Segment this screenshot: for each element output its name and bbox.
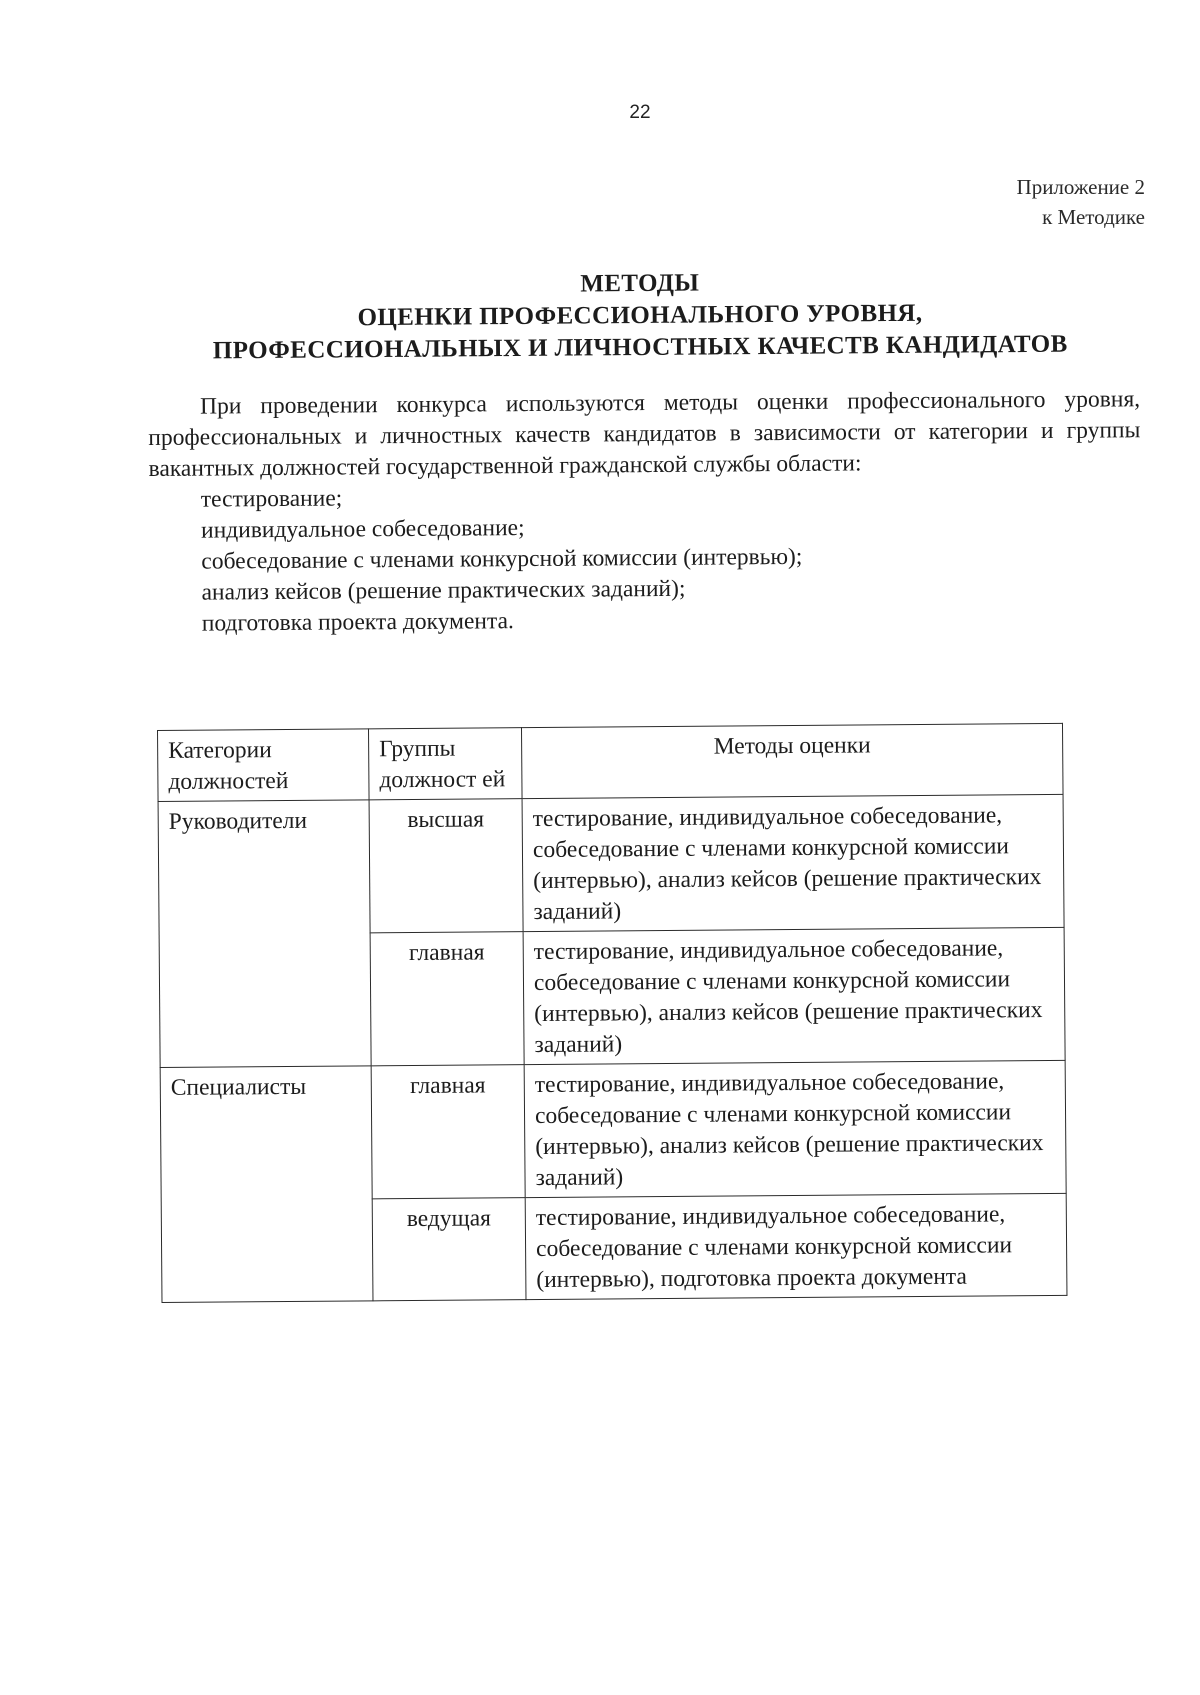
methods-cell: тестирование, индивидуальное собеседование, собеседование с членами конкурсной комиссии (интервью), подготовка проекта документа xyxy=(525,1193,1067,1299)
category-cell: Специалисты xyxy=(160,1066,373,1303)
methods-list-item: тестирование; xyxy=(200,485,343,513)
intro-paragraph: При проведении конкурса используются методы оценки профессионального уровня, профессиональных и личностных качеств кандидатов в зависимости от категории и группы вакантных должностей государственной гражданской службы области: xyxy=(148,386,1141,482)
page-number: 22 xyxy=(629,102,651,123)
header-methods: Методы оценки xyxy=(521,723,1063,798)
title-line-1: МЕТОДЫ xyxy=(580,269,700,298)
methods-cell: тестирование, индивидуальное собеседование, собеседование с членами конкурсной комиссии (интервью), анализ кейсов (решение практических заданий) xyxy=(522,794,1064,931)
appendix-line-2: к Методике xyxy=(1042,205,1145,229)
title-line-3: ПРОФЕССИОНАЛЬНЫХ И ЛИЧНОСТНЫХ КАЧЕСТВ КАНДИДАТОВ xyxy=(212,330,1068,365)
appendix-line-1: Приложение 2 xyxy=(1016,175,1145,199)
methods-cell: тестирование, индивидуальное собеседование, собеседование с членами конкурсной комиссии (интервью), анализ кейсов (решение практических заданий) xyxy=(524,1060,1066,1197)
table-header-row xyxy=(158,723,1064,801)
methods-list-item: анализ кейсов (решение практических заданий); xyxy=(201,575,686,606)
table-row xyxy=(160,1060,1066,1200)
header-category: Категории должностей xyxy=(158,729,370,802)
document-title xyxy=(160,264,1121,368)
group-cell: главная xyxy=(371,1065,525,1199)
methods-cell: тестирование, индивидуальное собеседование, собеседование с членами конкурсной комиссии (интервью), анализ кейсов (решение практических заданий) xyxy=(523,927,1065,1064)
methods-list xyxy=(149,477,1142,640)
appendix-reference xyxy=(1017,172,1145,232)
group-cell: главная xyxy=(370,932,524,1066)
category-cell: Руководители xyxy=(158,800,371,1068)
header-group: Группы должност ей xyxy=(368,728,522,800)
methods-list-item: собеседование с членами конкурсной комиссии (интервью); xyxy=(201,543,803,575)
title-line-2: ОЦЕНКИ ПРОФЕССИОНАЛЬНОГО УРОВНЯ, xyxy=(357,299,923,332)
methods-list-item: индивидуальное собеседование; xyxy=(200,515,525,544)
intro-section xyxy=(148,384,1142,640)
methods-list-item: подготовка проекта документа. xyxy=(201,608,514,637)
table-row xyxy=(158,794,1064,934)
group-cell: ведущая xyxy=(372,1198,526,1301)
group-cell: высшая xyxy=(369,799,523,933)
methods-table xyxy=(157,723,1067,1303)
